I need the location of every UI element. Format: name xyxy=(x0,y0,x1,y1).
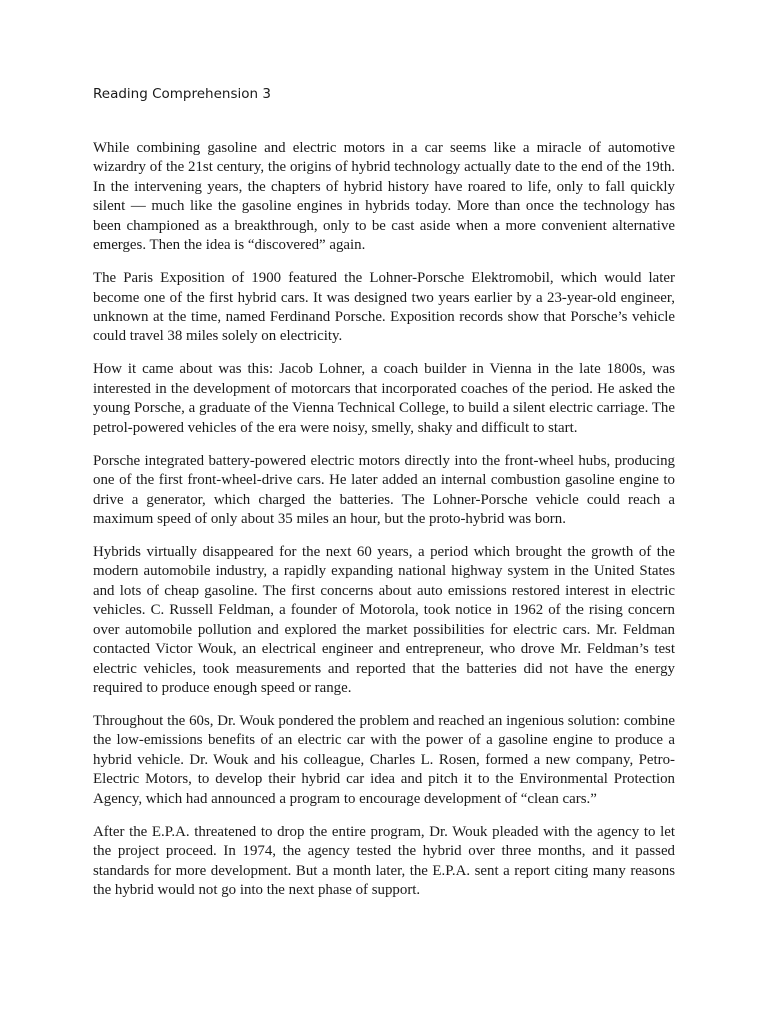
paragraph-5: Hybrids virtually disappeared for the next 60 years, a period which brought the growth of the modern automobile industry, a rapidly expanding national highway system in the United States and lots of cheap gasoline. The first concerns about auto emissions restored interest in electric vehicles. C. Russell Feldman, a founder of Motorola, took notice in 1962 of the rising concern over automobile pollution and explored the market possibilities for electric cars. Mr. Feldman contacted Victor Wouk, an electrical engineer and entrepreneur, who drove Mr. Feldman’s test electric vehicles, took measurements and reported that the batteries did not have the energy required to produce enough speed or range. xyxy=(93,544,675,696)
document-heading: Reading Comprehension 3 xyxy=(93,86,271,102)
paragraph-4: Porsche integrated battery-powered electric motors directly into the front-wheel hubs, producing one of the first front-wheel-drive cars. He later added an internal combustion gasoline engine to drive a generator, which charged the batteries. The Lohner-Porsche vehicle could reach a maximum speed of only about 35 miles an hour, but the proto-hybrid was born. xyxy=(93,452,675,527)
paragraph-7: After the E.P.A. threatened to drop the entire program, Dr. Wouk pleaded with the agency to let the project proceed. In 1974, the agency tested the hybrid over three months, and it passed standards for more development. But a month later, the E.P.A. sent a report citing many reasons the hybrid would not go into the next phase of support. xyxy=(93,823,675,898)
document-body xyxy=(93,139,675,914)
paragraph-1: While combining gasoline and electric motors in a car seems like a miracle of automotive wizardry of the 21st century, the origins of hybrid technology actually date to the end of the 19th. In the intervening years, the chapters of hybrid history have roared to life, only to fall quickly silent — much like the gasoline engines in hybrids today. More than once the technology has been championed as a breakthrough, only to be cast aside when a more convenient alternative emerges. Then the idea is “discovered” again. xyxy=(93,140,675,254)
paragraph-6: Throughout the 60s, Dr. Wouk pondered the problem and reached an ingenious solution: combine the low-emissions benefits of an electric car with the power of a gasoline engine to produce a hybrid vehicle. Dr. Wouk and his colleague, Charles L. Rosen, formed a new company, Petro-Electric Motors, to develop their hybrid car idea and pitch it to the Environmental Protection Agency, which had announced a program to encourage development of “clean cars.” xyxy=(93,713,675,807)
paragraph-2: The Paris Exposition of 1900 featured the Lohner-Porsche Elektromobil, which would later become one of the first hybrid cars. It was designed two years earlier by a 23-year-old engineer, unknown at the time, named Ferdinand Porsche. Exposition records show that Porsche’s vehicle could travel 38 miles solely on electricity. xyxy=(93,270,675,345)
paragraph-3: How it came about was this: Jacob Lohner, a coach builder in Vienna in the late 1800s, was interested in the development of motorcars that incorporated coaches of the period. He asked the young Porsche, a graduate of the Vienna Technical College, to build a silent electric carriage. The petrol-powered vehicles of the era were noisy, smelly, shaky and difficult to start. xyxy=(93,361,675,436)
